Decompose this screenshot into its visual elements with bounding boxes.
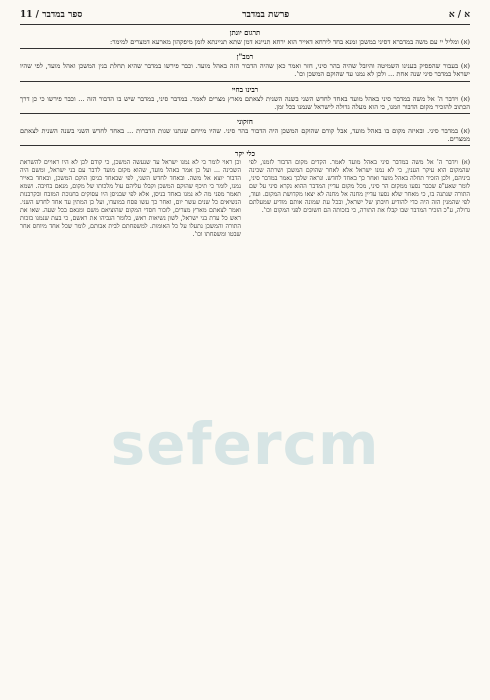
rule (20, 48, 470, 49)
header-center: פרשת במדבר (242, 9, 290, 20)
targum-text: (א) ומליל יי עם משה במדברא דסיני במשכן זמנא בחד לירחא דאייר הוא ירחא תניינא דמן שתא תניינתא לזמן מיפקהון מארעא דמצרים למימר: (110, 38, 470, 46)
rule (20, 81, 470, 82)
ramban-title: רמב"ן (236, 52, 254, 62)
rule (20, 145, 470, 146)
header-right: א / א (448, 9, 470, 20)
kli-yakar-right-column: (א) וידבר ה' אל משה במדבר סיני באהל מועד לאמר. הקדים מקום הדבור לזמנו, לפי שהמקום הוא עיקר הענין, כי לא נמנו ישראל אלא לאחר שהוקם המשכן ושרתה שכינה ביניהם, ולכן הזכיר תחלה באהל מועד ואחר כך באחד לחדש. ונראה שלכך נאמר במדבר סיני, לומר שאע"פ שכבר נסעו ממקום הר סיני, מכל מקום עדיין המדבר ההוא נקרא סיני על שם התורה שנתנה בו, כי מאחר שלא נסעו עדיין מחנה אל מחנה לא יצאו מקדושת המקום. ועוד, לפי שהמנין הזה היה כדי להודיע חיבתן של ישראל, ובכל עת שמונה אותם מודיע שמעלתם גדולה, ע"כ הזכיר המדבר שבו קבלו את התורה, כי בזכותה הם חשובים לפני המקום וכו'. (249, 159, 470, 214)
targum-title: תרגום יונתן (229, 28, 261, 37)
page-header (20, 6, 470, 22)
rule (20, 113, 470, 114)
kli-yakar-title: כלי יקר (235, 149, 255, 159)
header-rule (20, 24, 470, 25)
header-left: ספר במדבר / 11 (20, 9, 83, 20)
bachya-title: רבינו בחיי (231, 84, 259, 94)
chizkuni-text: (א) במדבר סיני. ובאיזה מקום בו באהל מועד, אבל קודם שהוקם המשכן היה הדבור בהר סיני. שהיו מייחם שנתנו שגות הדברות ... באחד לחדש השני בשנה השנית לצאתם ממצרים. (20, 127, 470, 144)
bachya-text: (א) וידבר ה' אל משה במדבר סיני באהל מועד באחד לחדש השני בשנה השנית לצאתם מארץ מצרים לאמר. במדבר סיני, במדבר שיש בו הדבור הזה ... וכבר פירשו כי כן דרך הכתוב להזכיר מקום הדבור וזמנו, כי הוא מעלה גדולה לישראל שנמנו בכל זמן. (20, 94, 470, 111)
ramban-text: (א) בעבור שהפסיק בענינו השמיטה והיובל שהיה בהר סיני, חזר ואמר כאן שהיה הדבור הזה באהל מועד. וכבר פירשו במדבר שהיא תחלת בנין המשכן ואהל מועד, לפי שהיו ישראל במדבר סיני שנה אחת ... ולכן לא נמנו עד שהוקם המשכן וכו'. (20, 62, 470, 79)
kli-yakar-columns (20, 159, 470, 238)
chizkuni-title: חזקוני (237, 117, 253, 127)
kli-yakar-left-column: וכן ראוי לומר כי לא נמנו ישראל עד שנעשה המשכן, כי קודם לכן לא היו ראויים להשראת השכינה ... ועל כן אמר באהל מועד, שהוא מקום מועד לדבר עם בני ישראל, ומשם היה הדבור יוצא אל משה. ובאחד לחדש השני, לפי שבאחד בניסן הוקם המשכן, ובאחד באייר נמנו, לומר כי תיכף שהוקם המשכן וקבלו עליהם עול מלכותו של מקום, מנאם בחיבה. ושמא תאמר מפני מה לא נמנו באחד בניסן, אלא לפי שבניסן היו עסוקים בחנוכת המזבח ובקרבנות הנשיאים כל שנים עשר יום, ואחר כך עשו פסח במועדו, ועל כן המתין עד אחד לחדש השני. ואמר לצאתם מארץ מצרים, לזכור חסדי המקום שהוציאם משם ומנאם בכל שעה. שאו את ראש כל עדת בני ישראל, לשון נשיאות ראש, כלומר הגביהו את ראשם, כי בעת שנמנו בזכות התורה והמשכן נתעלו על כל האומות. למשפחתם לבית אבותם, לומר שכל אחד מיוחס אחר שבטו ומשפחתו וכו'. (20, 159, 241, 238)
watermark: sefercm (110, 410, 380, 478)
